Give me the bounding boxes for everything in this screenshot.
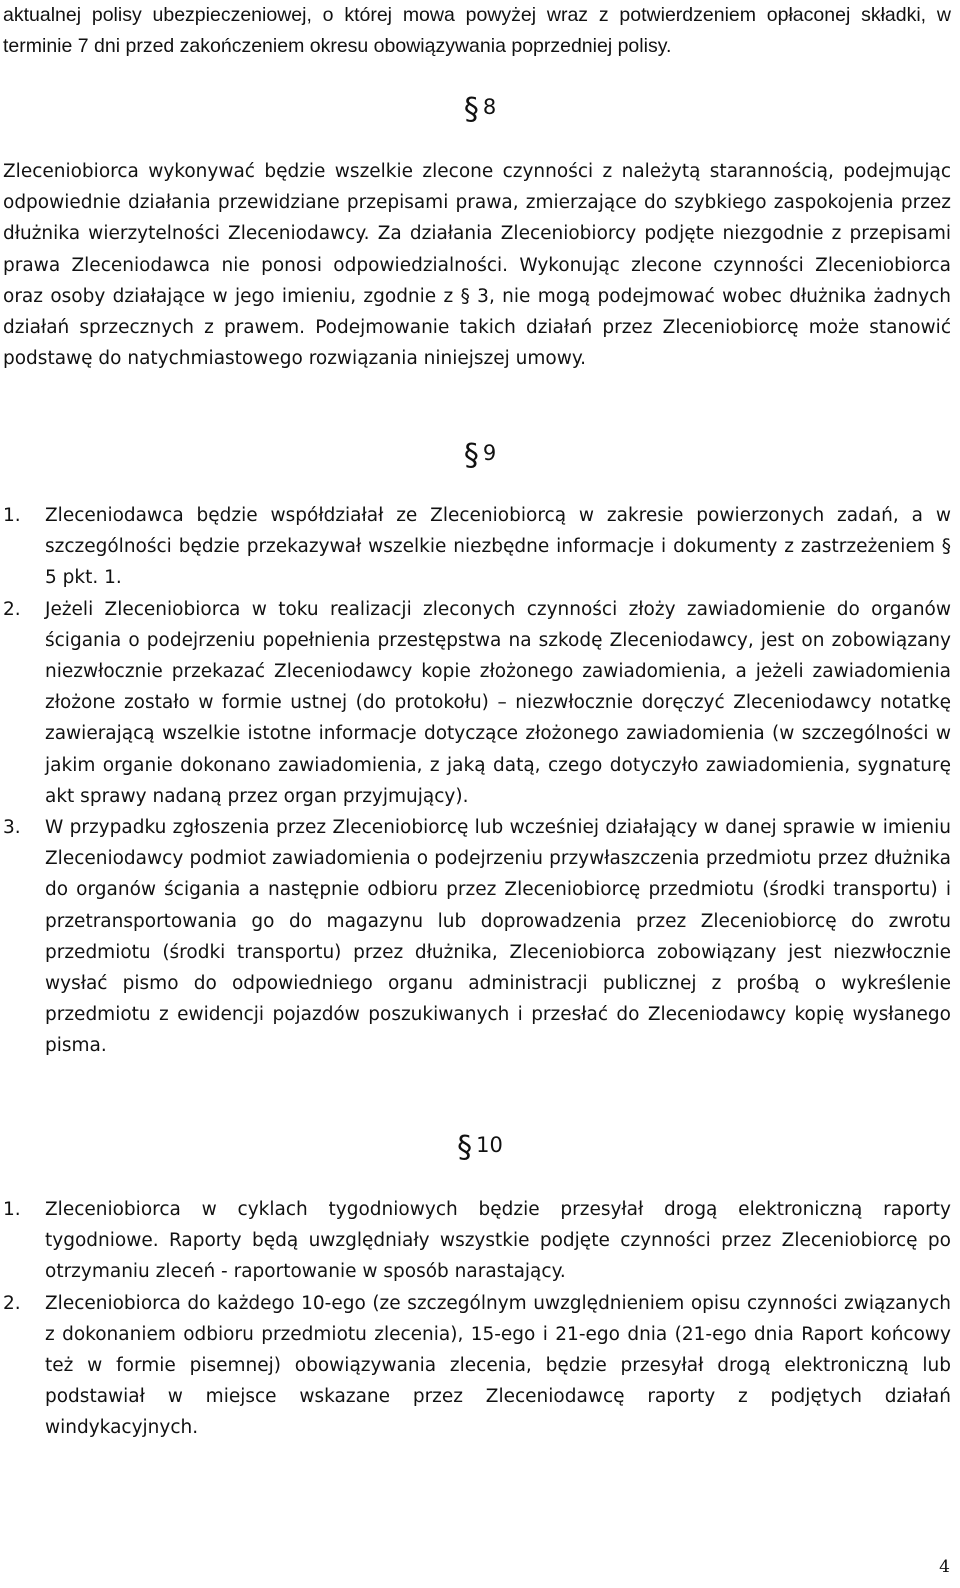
list-item bbox=[3, 1288, 951, 1444]
list-item-text: Jeżeli Zleceniobiorca w toku realizacji zleconych czynności złoży zawiadomienie do organów ścigania o podejrzeniu popełnienia przestępstwa na szkodę Zleceniodawcy, jest on zobowiązany niezwłocznie przekazać Zleceniodawcy kopie złożonego zawiadomienia, a jeżeli zawiadomienia złożone zostało w formie ustnej (do protokołu) – niezwłocznie doręczyć Zleceniodawcy notatkę zawierającą wszelkie istotne informacje dotyczące złożonego zawiadomienia (w szczególności w jakim organie dokonano zawiadomienia, z jaką datą, czego dotyczyło zawiadomienia, sygnaturę akt sprawy nadaną przez organ przyjmujący). bbox=[45, 598, 951, 807]
list-item bbox=[3, 500, 951, 594]
list-item-number: 2. bbox=[3, 1292, 21, 1314]
section-number: 8 bbox=[482, 95, 497, 119]
list-item-text: Zleceniobiorca w cyklach tygodniowych będzie przesyłał drogą elektroniczną raporty tygodniowe. Raporty będą uwzględniały wszystkie podjęte czynności przez Zleceniobiorcę po otrzymaniu zleceń - raportowanie w sposób narastający. bbox=[45, 1199, 951, 1283]
list-item-number: 1. bbox=[3, 1199, 21, 1220]
section-8-paragraph: Zleceniobiorca wykonywać będzie wszelkie zlecone czynności z należytą starannością, podejmując odpowiednie działania przewidziane przepisami prawa, zmierzające do szybkiego zaspokojenia przez dłużnika wierzytelności Zleceniodawcy. Za działania Zleceniobiorcy podjęte niezgodnie z przepisami prawa Zleceniodawca nie ponosi odpowiedzialności. Wykonując zlecone czynności Zleceniobiorca oraz osoby działające w jego imieniu, zgodnie z § 3, nie mogą podejmować wobec dłużnika żadnych działań sprzecznych z prawem. Podejmowanie takich działań przez Zleceniobiorcę może stanowić podstawę do natychmiastowego rozwiązania niniejszej umowy. bbox=[3, 161, 951, 370]
list-item bbox=[3, 594, 951, 812]
section-10-list bbox=[3, 1194, 951, 1444]
list-item bbox=[3, 812, 951, 1062]
section-symbol: § bbox=[457, 1130, 473, 1165]
list-item-number: 2. bbox=[3, 598, 21, 620]
list-item bbox=[3, 1194, 951, 1288]
section-8-heading bbox=[0, 92, 960, 127]
list-item-number: 1. bbox=[3, 505, 21, 526]
section-number: 10 bbox=[476, 1133, 503, 1157]
section-symbol: § bbox=[463, 92, 479, 127]
section-symbol: § bbox=[463, 438, 479, 473]
section-9-list bbox=[3, 500, 951, 1062]
list-item-text: Zleceniodawca będzie współdziałał ze Zleceniobiorcą w zakresie powierzonych zadań, a w szczególności będzie przekazywał wszelkie niezbędne informacje i dokumenty z zastrzeżeniem § 5 pkt. 1. bbox=[45, 505, 951, 589]
section-10-heading bbox=[0, 1130, 960, 1165]
list-item-text: Zleceniobiorca do każdego 10-ego (ze szczególnym uwzględnieniem opisu czynności związanych z dokonaniem odbioru przedmiotu zlecenia), 15-ego i 21-ego dnia (21-ego dnia Raport końcowy też w formie pisemnej) obowiązywania zlecenia, będzie przesyłał drogą elektroniczną lub podstawiał w miejsce wskazane przez Zleceniodawcę raporty z podjętych działań windykacyjnych. bbox=[45, 1292, 951, 1439]
list-item-text: W przypadku zgłoszenia przez Zleceniobiorcę lub wcześniej działający w danej sprawie w imieniu Zleceniodawcy podmiot zawiadomienia o podejrzeniu przywłaszczenia przedmiotu przez dłużnika do organów ścigania a następnie odbioru przez Zleceniobiorcę przedmiotu (środki transportu) i przetransportowania go do magazynu lub doprowadzenia przez Zleceniobiorcę do zwrotu przedmiotu (środki transportu) przez dłużnika, Zleceniobiorca zobowiązany jest niezwłocznie wysłać pismo do odpowiedniego organu administracji publicznej z prośbą o wykreślenie przedmiotu z ewidencji pojazdów poszukiwanych i przesłać do Zleceniodawcy kopię wysłanego pisma. bbox=[45, 817, 951, 1057]
page-number: 4 bbox=[939, 1557, 950, 1577]
intro-paragraph: aktualnej polisy ubezpieczeniowej, o której mowa powyżej wraz z potwierdzeniem opłaconej składki, w terminie 7 dni przed zakończeniem okresu obowiązywania poprzedniej polisy. bbox=[3, 4, 951, 58]
section-number: 9 bbox=[482, 441, 497, 465]
list-item-number: 3. bbox=[3, 817, 21, 839]
section-9-heading bbox=[0, 438, 960, 473]
